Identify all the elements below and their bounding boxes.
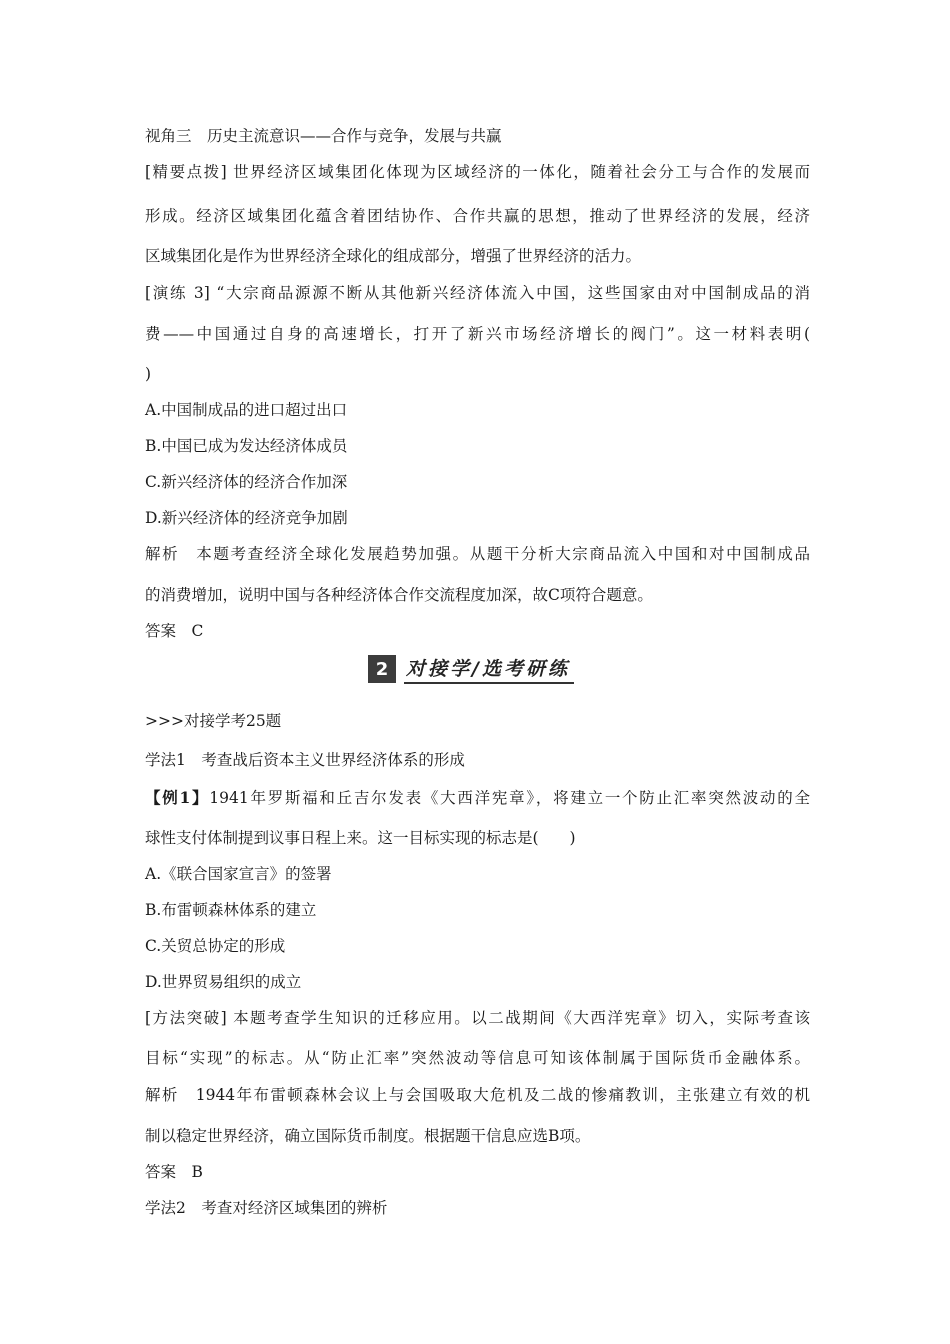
exam-link-heading: >>>对接学考25题 bbox=[145, 712, 282, 730]
example1-stem-line-1 bbox=[145, 788, 810, 808]
example1-option-a: A.《联合国家宣言》的签署 bbox=[145, 865, 332, 883]
example1-answer: 答案 B bbox=[145, 1163, 203, 1181]
drill3-option-a: A.中国制成品的进口超过出口 bbox=[145, 401, 348, 419]
key-points-line-1: [精要点拨] 世界经济区域集团化体现为区域经济的一体化，随着社会分工与合作的发展而 bbox=[145, 163, 810, 181]
breakthrough-line-1: [方法突破] 本题考查学生知识的迁移应用。以二战期间《大西洋宪章》切入，实际考查该 bbox=[145, 1009, 810, 1027]
drill3-stem-line-1: [演练 3] “大宗商品源源不断从其他新兴经济体流入中国，这些国家由对中国制成品的消 bbox=[145, 284, 810, 302]
method1-heading: 学法1 考查战后资本主义世界经济体系的形成 bbox=[145, 751, 465, 769]
drill3-analysis-line-2: 的消费增加，说明中国与各种经济体合作交流程度加深，故C项符合题意。 bbox=[145, 586, 653, 604]
drill3-answer: 答案 C bbox=[145, 622, 204, 640]
drill3-stem-line-3: ) bbox=[145, 365, 152, 383]
section-banner-title: 对接学/选考研练 bbox=[404, 654, 574, 684]
breakthrough-line-2: 目标“实现”的标志。从“防止汇率”突然波动等信息可知该体制属于国际货币金融体系。 bbox=[145, 1049, 810, 1067]
key-points-line-3: 区域集团化是作为世界经济全球化的组成部分，增强了世界经济的活力。 bbox=[145, 247, 642, 265]
key-points-line-2: 形成。经济区域集团化蕴含着团结协作、合作共赢的思想，推动了世界经济的发展，经济 bbox=[145, 207, 810, 225]
example1-stem-line-2: 球性支付体制提到议事日程上来。这一目标实现的标志是( ) bbox=[145, 829, 576, 847]
example1-analysis-line-2: 制以稳定世界经济，确立国际货币制度。根据题干信息应选B项。 bbox=[145, 1127, 591, 1145]
drill3-stem-line-2: 费——中国通过自身的高速增长，打开了新兴市场经济增长的阀门”。这一材料表明( bbox=[145, 325, 810, 343]
example1-analysis-line-1: 解析 1944年布雷顿森林会议上与会国吸取大危机及二战的惨痛教训，主张建立有效的机 bbox=[145, 1086, 810, 1104]
drill3-option-c: C.新兴经济体的经济合作加深 bbox=[145, 473, 348, 491]
example1-option-b: B.布雷顿森林体系的建立 bbox=[145, 901, 317, 919]
section-number-badge: 2 bbox=[368, 655, 396, 683]
example1-option-d: D.世界贸易组织的成立 bbox=[145, 973, 302, 991]
example1-label: 【例1】 bbox=[145, 788, 210, 807]
example1-stem-text: 1941年罗斯福和丘吉尔发表《大西洋宪章》，将建立一个防止汇率突然波动的全 bbox=[209, 789, 810, 807]
drill3-analysis-line-1: 解析 本题考查经济全球化发展趋势加强。从题干分析大宗商品流入中国和对中国制成品 bbox=[145, 545, 810, 563]
drill3-option-d: D.新兴经济体的经济竞争加剧 bbox=[145, 509, 348, 527]
example1-option-c: C.关贸总协定的形成 bbox=[145, 937, 286, 955]
perspective-heading: 视角三 历史主流意识——合作与竞争，发展与共赢 bbox=[145, 127, 502, 145]
method2-heading: 学法2 考查对经济区域集团的辨析 bbox=[145, 1199, 388, 1217]
section-banner bbox=[368, 654, 574, 684]
drill3-option-b: B.中国已成为发达经济体成员 bbox=[145, 437, 348, 455]
